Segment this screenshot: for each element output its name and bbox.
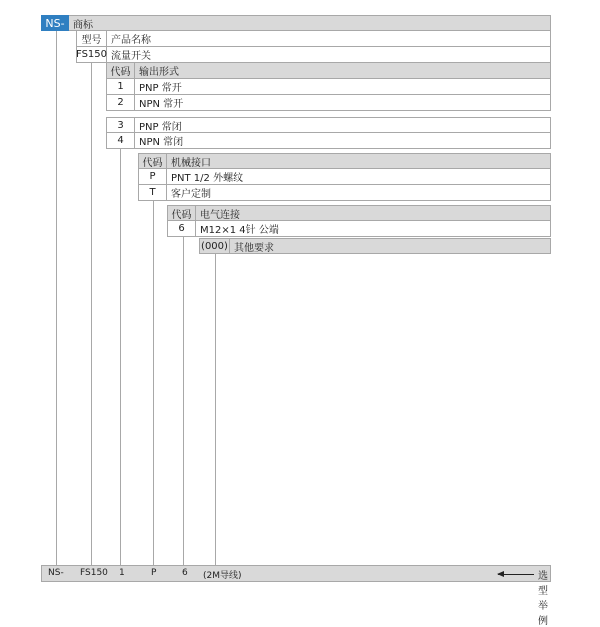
output-label: NPN 常开 xyxy=(139,99,184,110)
other-label: 其他要求 xyxy=(234,242,274,254)
connector-line-electrical xyxy=(183,237,184,565)
model-header-code: 型号 xyxy=(77,31,107,46)
electrical-header-label: 电气连接 xyxy=(200,209,240,221)
mechanical-header-code: 代码 xyxy=(139,154,167,168)
mechanical-label: PNT 1/2 外螺纹 xyxy=(171,173,244,184)
output-row-3 xyxy=(106,117,551,133)
electrical-header-code: 代码 xyxy=(168,206,196,220)
mechanical-row-2 xyxy=(138,185,551,201)
output-header-label: 输出形式 xyxy=(139,67,179,78)
brand-code: NS- xyxy=(41,15,69,31)
output-code: 4 xyxy=(107,133,135,148)
connector-line-mechanical xyxy=(153,201,154,565)
mechanical-header-label: 机械接口 xyxy=(171,157,211,169)
mechanical-label: 客户定制 xyxy=(171,189,211,200)
example-part-electrical: 6 xyxy=(182,568,188,578)
connector-line-other xyxy=(215,254,216,565)
other-row xyxy=(199,238,551,254)
model-code: FS150 xyxy=(76,49,108,60)
selection-example-bar xyxy=(41,565,551,627)
mechanical-code: P xyxy=(139,169,167,184)
connector-line-brand xyxy=(56,31,57,565)
example-caption: 选型举例 xyxy=(538,571,548,627)
electrical-header-row xyxy=(167,205,551,221)
output-header-code: 代码 xyxy=(107,63,135,78)
example-part-output: 1 xyxy=(119,568,125,578)
output-code: 3 xyxy=(107,118,135,132)
example-part-other: (2M导线) xyxy=(203,571,242,581)
other-code: (000) xyxy=(200,239,230,253)
mechanical-header-row xyxy=(138,153,551,169)
example-part-brand: NS- xyxy=(48,568,64,578)
output-row-1 xyxy=(106,79,551,95)
model-header-label: 产品名称 xyxy=(111,35,151,46)
connector-line-output xyxy=(120,149,121,565)
output-label: PNP 常闭 xyxy=(139,121,182,133)
output-row-4 xyxy=(106,133,551,149)
brand-row xyxy=(69,15,551,31)
model-header-row xyxy=(76,31,551,47)
brand-label: 商标 xyxy=(73,19,93,31)
connector-line-model xyxy=(91,63,92,565)
output-code: 1 xyxy=(107,79,135,94)
electrical-label: M12×1 4针 公端 xyxy=(200,225,279,236)
output-code: 2 xyxy=(107,95,135,110)
model-label: 流量开关 xyxy=(111,51,151,62)
output-header-row xyxy=(106,63,551,79)
output-label: NPN 常闭 xyxy=(139,137,184,148)
electrical-row-1 xyxy=(167,221,551,237)
output-row-2 xyxy=(106,95,551,111)
mechanical-row-1 xyxy=(138,169,551,185)
mechanical-code: T xyxy=(139,185,167,200)
output-label: PNP 常开 xyxy=(139,83,182,94)
model-row xyxy=(76,47,551,63)
electrical-code: 6 xyxy=(168,221,196,236)
example-part-model: FS150 xyxy=(80,568,108,578)
example-part-mechanical: P xyxy=(151,568,157,578)
arrow-left-icon xyxy=(498,574,534,575)
